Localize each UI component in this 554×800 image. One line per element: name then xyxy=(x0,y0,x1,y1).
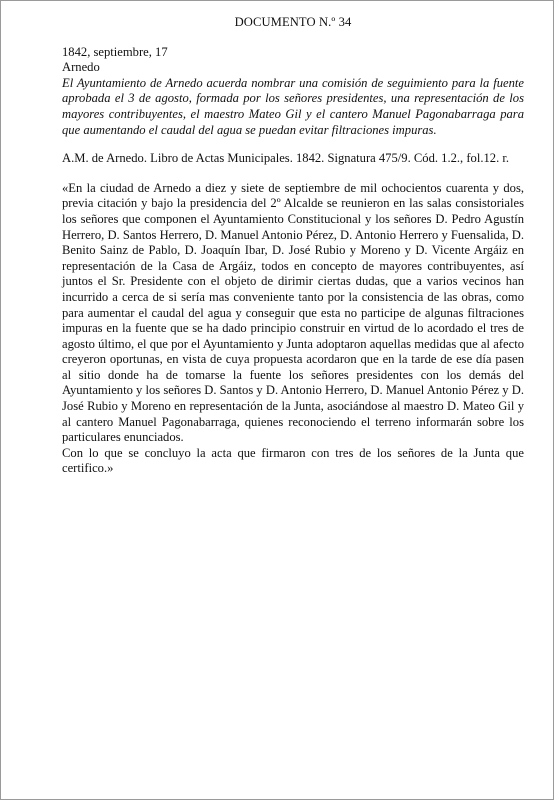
document-date: 1842, septiembre, 17 xyxy=(62,44,168,59)
document-body: «En la ciudad de Arnedo a diez y siete de septiembre de mil ochocientos cuarenta y dos, previa citación y bajo la presidencia del 2º Alcalde se reunieron en las salas consistoriales los señores que componen el Ayuntamiento Constitucional y los señores D. Pedro Agustín Herrero, D. Santos Herrero, D. Manuel Antonio Pérez, D. Antonio Herrero y Fuensalida, D. Benito Sainz de Pablo, D. Joaquín Ibar, D. José Rubio y Moreno y D. Vicente Argáiz en representación de la Casa de Argáiz, todos en concepto de mayores contribuyentes, así juntos el Sr. Presidente con el objeto de dirimir ciertas dudas, que a varios vecinos han incurrido a cerca de si sería mas conveniente tanto por la consistencia de las obras, como para aumentar el caudal del agua y conseguir que esta no participe de algunas filtraciones impuras en la fuente que se ha dado principio construir en virtud de lo acordado el tres de agosto último, el que por el Ayuntamiento y Junta adoptaron aquellas medidas que al afecto creyeron oportunas, en vista de cuya propuesta acordaron que en la tarde de ese día pasen al sitio donde ha de tomarse la fuente los señores presidentes con los demás del Ayuntamiento y los señores D. Santos y D. Antonio Herrero, D. Manuel Antonio Pérez y D. José Rubio y Moreno en representación de la Junta, asociándose al maestro D. Mateo Gil y al cantero Manuel Pagonabarraga, quienes reconociendo el terreno informarán sobre los particulares enunciados. xyxy=(62,180,525,445)
document-summary: El Ayuntamiento de Arnedo acuerda nombrar una comisión de seguimiento para la fuente aprobada el 3 de agosto, formada por los señores presidentes, una representación de los mayores contribuyentes, el maestro Mateo Gil y el cantero Manuel Pagonabarraga para que aumentando el caudal del agua se puedan evitar filtraciones impuras. xyxy=(62,75,524,137)
document-title: DOCUMENTO N.º 34 xyxy=(234,15,352,29)
document-closing: Con lo que se concluyo la acta que firmaron con tres de los señores de la Junta que certifico.» xyxy=(62,445,524,476)
document-content xyxy=(62,15,524,477)
document-place: Arnedo xyxy=(62,60,100,75)
document-source: A.M. de Arnedo. Libro de Actas Municipales. 1842. Signatura 475/9. Cód. 1.2., fol.12. r. xyxy=(62,151,510,166)
